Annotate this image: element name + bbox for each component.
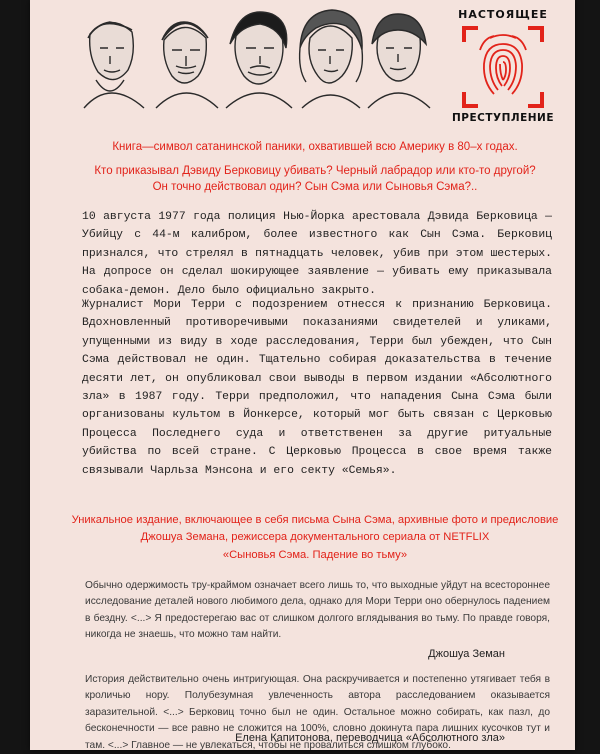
sketch-face-4 [300, 10, 363, 108]
tagline-line-1: Книга—символ сатанинской паники, охватившей всю Америку в 80–х годах. [112, 141, 518, 153]
review-2-text: История действительно очень интригующая. Она раскручивается и постепенно утягивает тебя в кроличью нору. Полубезумная увлеченность автора расследованием оказывается заразительной. <...> Берковиц точно был не один. Остальное можно собирать, как пазл, до бесконечности — все равно не сложится на 100%, словно докинута пара лишних кусочков тут и там. <...> Главное — не увлекаться, чтобы не провалиться слишком глубоко. [85, 674, 550, 751]
edition-promo [70, 512, 560, 564]
promo-line-2: Джошуа Земана, режиссера документального сериала от NETFLIX [140, 531, 490, 544]
suspect-sketches [70, 4, 430, 112]
review-2-author: Елена Капитонова, переводчица «Абсолютного зла» [235, 732, 505, 744]
tagline-line-2a: Кто приказывал Дэвиду Берковицу убивать? Черный лабрадор или кто-то другой? [94, 165, 536, 177]
fingerprint-icon [460, 24, 546, 110]
tagline-line-2b: Он точно действовал один? Сын Сэма или Сыновья Сэма?.. [152, 181, 478, 193]
tagline-questions [60, 163, 570, 195]
promo-line-1: Уникальное издание, включающее в себя письма Сына Сэма, архивные фото и предисловие [71, 514, 559, 526]
body-paragraph-2: Журналист Мори Терри с подозрением отнесся к признанию Берковица. Вдохновленный противоречивыми показаниями свидетелей и уликами, упущенными из виду в ходе расследования, Терри был убежден, что Сын Сэма действовал не один. Тщательно собирая доказательства в течение десяти лет, он опубликовал свои выводы в первом издании «Абсолютного зла» в 1987 году. Терри предположил, что нападения Сына Сэма были организованы культом в Йонкерсе, который мог быть связан с Церковью Процесса Последнего суда и ответственен за другие ритуальные убийства по всей стране. С Церковью Процесса в свое время также связывали Чарльза Мэнсона и его секту «Семья». [82, 299, 552, 477]
review-1-author: Джошуа Земан [428, 648, 505, 660]
review-1-text: Обычно одержимость тру-краймом означает всего лишь то, что выходные уйдут на всестороннее исследование деталей нового любимого дела, однако для Мори Терри оно обернулось падением в бездну. <...> Я предостерегаю вас от слишком долгого вглядывания во тьму. По правде говоря, никогда не знаешь, что можно там найти. [85, 580, 550, 641]
promo-line-3: «Сыновья Сэма. Падение во тьму» [222, 548, 408, 561]
body-paragraph-1: 10 августа 1977 года полиция Нью-Йорка арестовала Дэвида Берковица — Убийцу с 44-м калибром, более известного как Сын Сэма. Берковиц признался, что стрелял в пятнадцать человек, убив при этом шестерых. На допросе он сделал шокирующее заявление — убивать ему приказывала собака-демон. Дело было официально закрыто. [82, 211, 552, 297]
paper-sheet [30, 0, 575, 750]
emblem-bottom-label: ПРЕСТУПЛЕНИЕ [451, 112, 555, 124]
series-emblem [448, 8, 558, 126]
sketch-face-1 [84, 22, 144, 108]
sketch-face-3 [226, 12, 292, 108]
emblem-top-label: НАСТОЯЩЕЕ [458, 8, 548, 21]
sketch-face-5 [368, 14, 430, 108]
sketch-face-2 [156, 22, 218, 108]
